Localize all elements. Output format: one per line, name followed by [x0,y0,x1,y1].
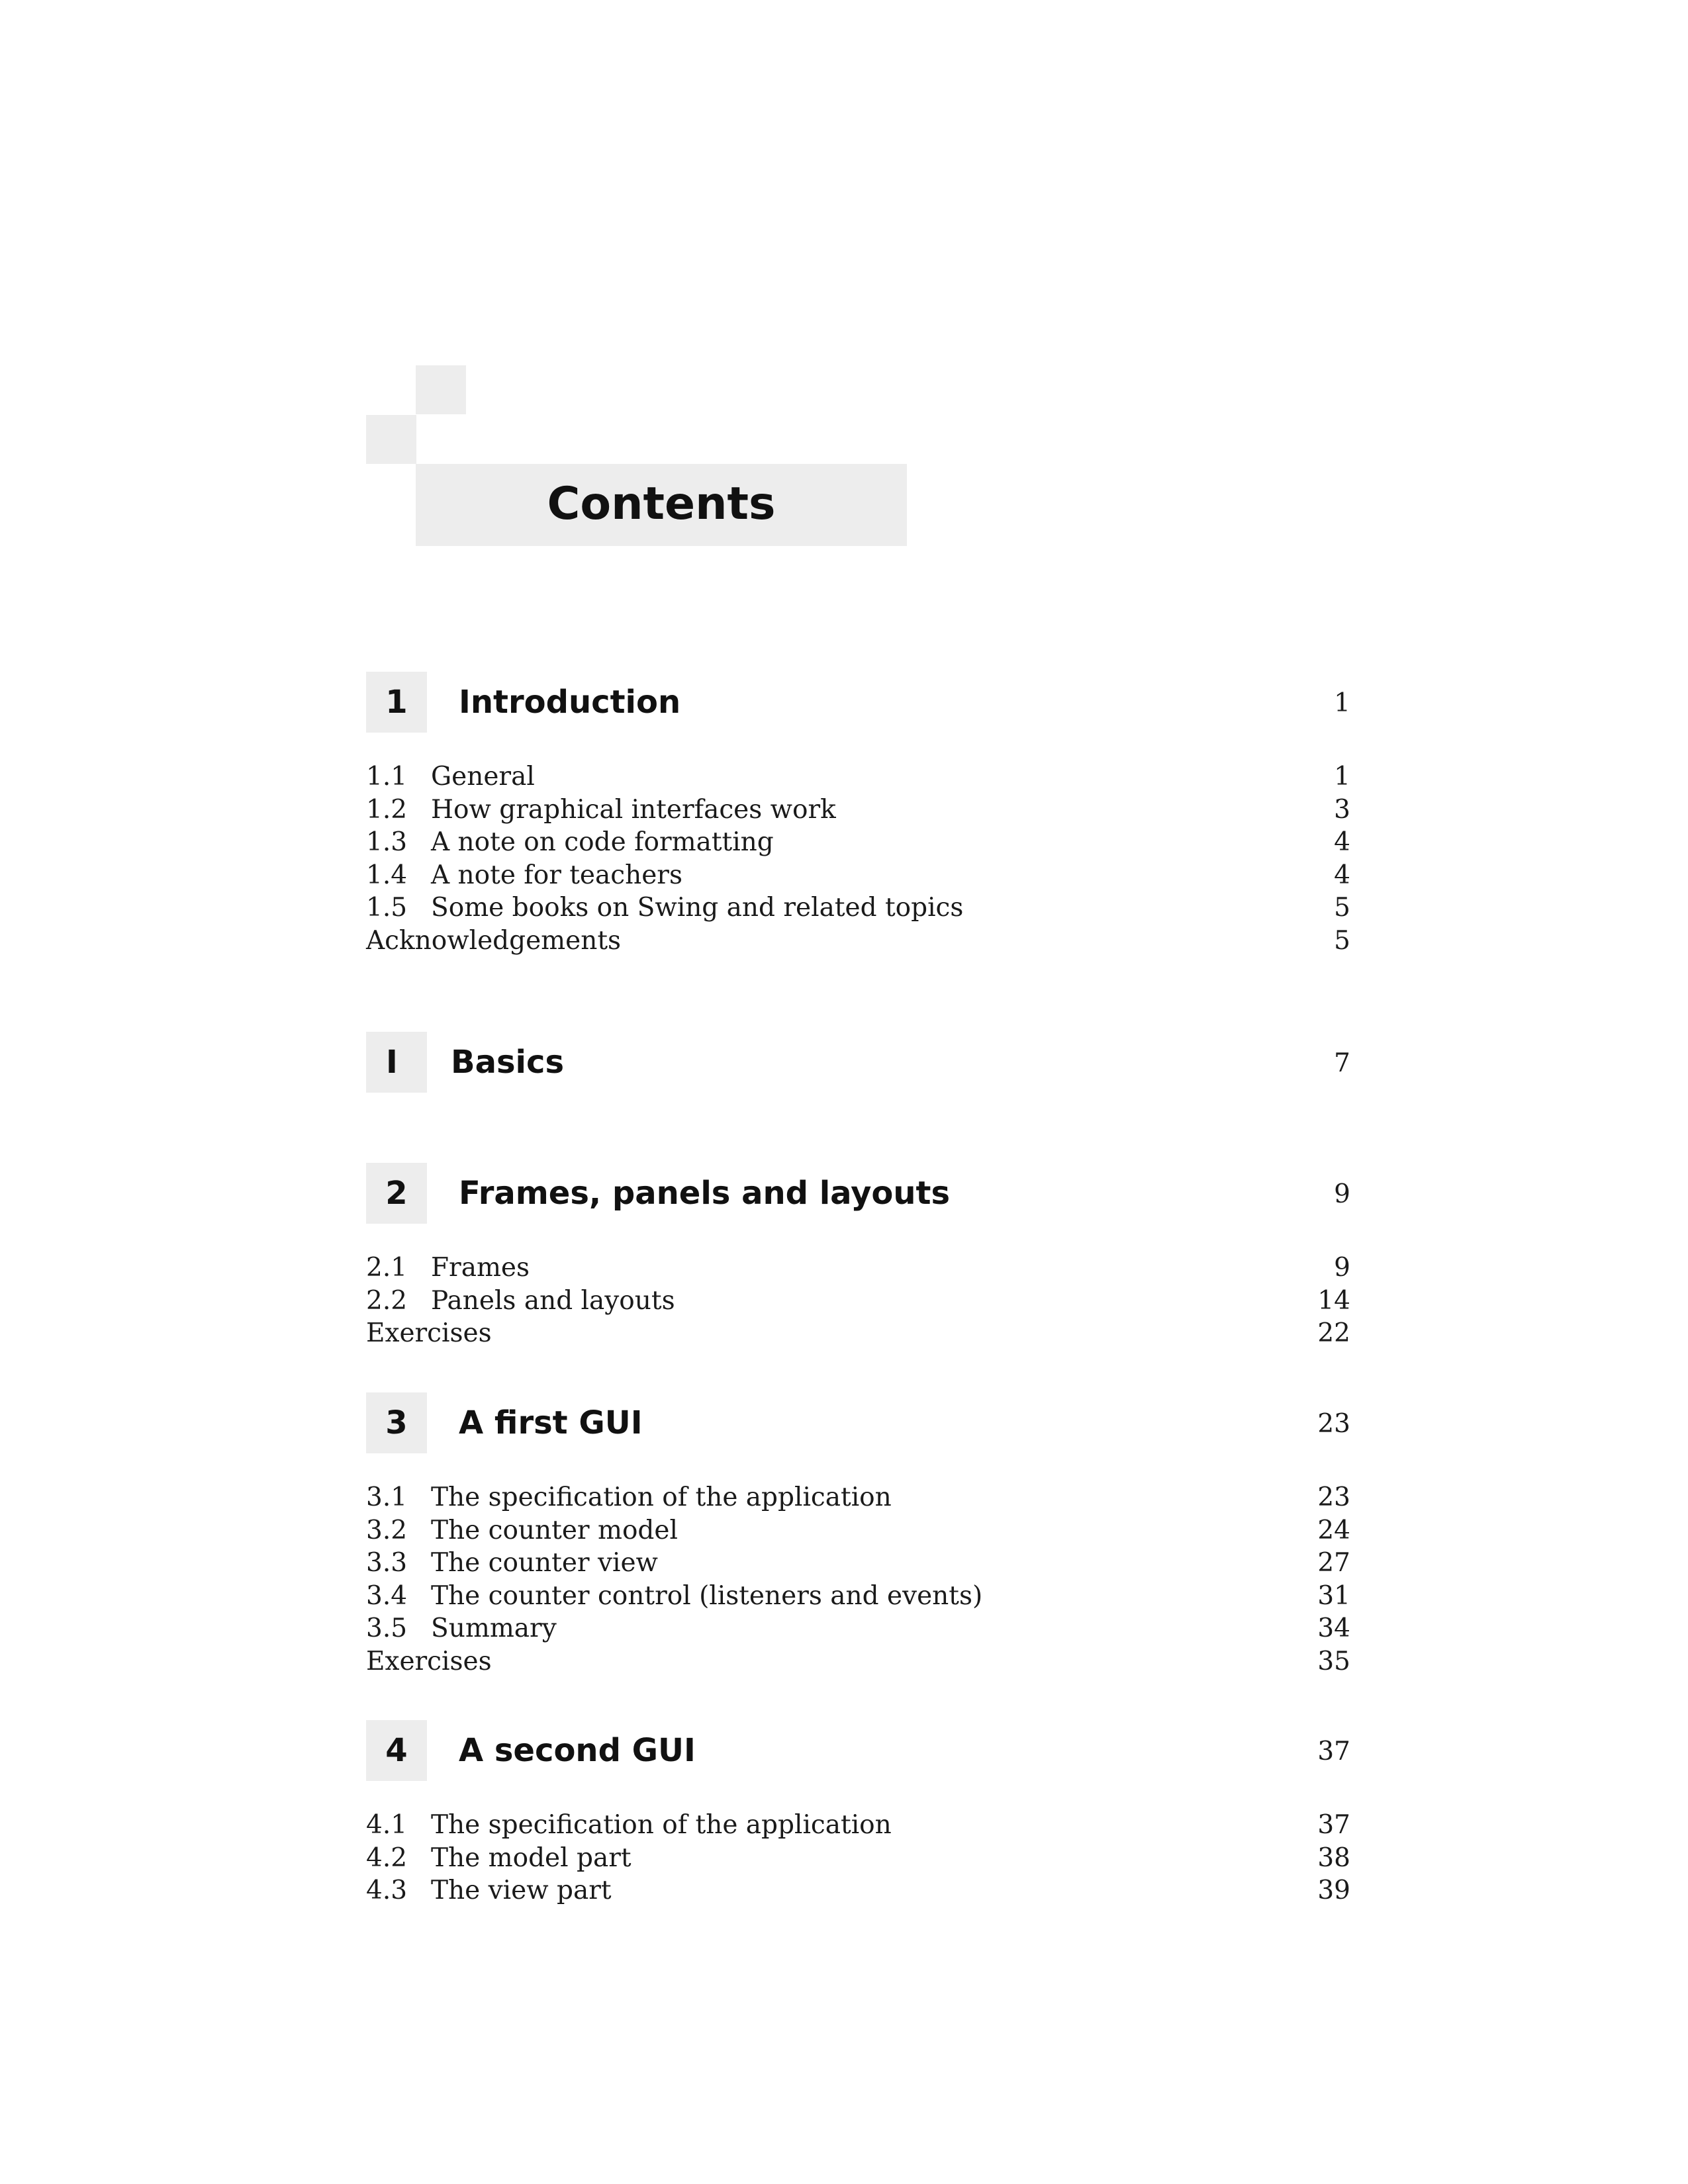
decorative-square-top [416,365,466,414]
chapter-title: Introduction [459,684,681,721]
section-number: 4.3 [366,1876,408,1905]
chapter-1 [366,672,1350,957]
toc-entry[interactable] [366,794,1350,827]
section-page: 31 [1317,1580,1350,1611]
toc-entry[interactable] [366,1514,1350,1547]
toc-entry[interactable] [366,1481,1350,1514]
chapter-title: Frames, panels and layouts [459,1175,951,1212]
section-title: A note on code formatting [431,827,774,857]
section-page: 1 [1334,762,1350,792]
section-page: 5 [1334,893,1350,923]
section-page: 39 [1317,1876,1350,1905]
section-number: 4.1 [366,1810,408,1840]
section-title: Exercises [366,1318,492,1348]
section-list [366,1481,1350,1678]
chapter-heading[interactable] [366,1720,1350,1781]
section-title: Summary [431,1614,557,1643]
toc-entry[interactable] [366,760,1350,794]
section-number: 3.1 [366,1482,408,1512]
toc-entry[interactable] [366,1580,1350,1613]
toc-entry[interactable] [366,1612,1350,1645]
toc-entry[interactable] [366,826,1350,859]
chapter-4 [366,1720,1350,1907]
section-page: 3 [1334,794,1350,825]
toc-entry-acknowledgements[interactable] [366,925,1350,958]
section-page: 24 [1317,1515,1350,1545]
toc-entry[interactable] [366,1874,1350,1907]
chapter-number: 3 [366,1392,427,1453]
chapter-title: A first GUI [459,1404,643,1441]
section-list [366,760,1350,957]
toc-entry[interactable] [366,891,1350,925]
section-title: How graphical interfaces work [431,794,836,825]
section-number: 1.4 [366,860,408,890]
part-page: 7 [1334,1048,1350,1078]
section-number: 2.1 [366,1253,408,1283]
section-title: The view part [431,1876,612,1905]
section-page: 23 [1317,1482,1350,1512]
chapter-page: 37 [1317,1737,1350,1766]
section-title: The counter control (listeners and events) [431,1580,983,1611]
section-page: 34 [1317,1614,1350,1643]
section-page: 4 [1334,860,1350,890]
section-page: 5 [1334,925,1350,956]
chapter-heading[interactable] [366,1392,1350,1453]
section-page: 38 [1317,1843,1350,1873]
section-title: General [431,762,535,792]
section-title: The specification of the application [431,1482,892,1512]
section-title: Panels and layouts [431,1285,675,1316]
chapter-number: 4 [366,1720,427,1781]
section-title: A note for teachers [431,860,682,890]
part-1 [366,1032,1350,1093]
section-title: The specification of the application [431,1810,892,1840]
chapter-number: 2 [366,1163,427,1224]
section-number: 3.4 [366,1580,408,1611]
toc-entry[interactable] [366,1842,1350,1875]
section-number: 2.2 [366,1285,408,1316]
part-number: I [366,1032,427,1093]
toc-entry-exercises[interactable] [366,1645,1350,1678]
chapter-2 [366,1163,1350,1350]
part-heading[interactable] [366,1032,1350,1093]
section-number: 1.5 [366,893,408,923]
section-page: 35 [1317,1646,1350,1676]
section-title: The model part [431,1843,632,1873]
chapter-3 [366,1392,1350,1678]
chapter-heading[interactable] [366,672,1350,733]
section-title: Exercises [366,1646,492,1676]
section-number: 3.2 [366,1515,408,1545]
chapter-number: 1 [366,672,427,733]
section-number: 1.3 [366,827,408,857]
chapter-heading[interactable] [366,1163,1350,1224]
toc-entry[interactable] [366,859,1350,892]
toc-entry[interactable] [366,1809,1350,1842]
section-title: Some books on Swing and related topics [431,893,964,923]
section-title: The counter model [431,1515,678,1545]
toc-entry[interactable] [366,1547,1350,1580]
section-number: 4.2 [366,1843,408,1873]
section-page: 14 [1317,1285,1350,1316]
toc-entry[interactable] [366,1251,1350,1285]
toc-entry-exercises[interactable] [366,1317,1350,1350]
section-list [366,1809,1350,1907]
section-page: 22 [1317,1318,1350,1348]
section-number: 1.2 [366,794,408,825]
section-title: Frames [431,1253,530,1283]
section-page: 9 [1334,1253,1350,1283]
section-title: The counter view [431,1548,658,1578]
decorative-square-left [366,415,416,464]
contents-title-box [416,464,907,546]
section-page: 37 [1317,1810,1350,1840]
page-title: Contents [547,477,776,530]
section-page: 27 [1317,1548,1350,1578]
part-title: Basics [451,1044,565,1081]
section-number: 3.5 [366,1614,408,1643]
chapter-page: 9 [1334,1179,1350,1209]
section-number: 1.1 [366,762,408,792]
section-number: 3.3 [366,1548,408,1578]
chapter-page: 1 [1334,688,1350,718]
section-title: Acknowledgements [366,925,622,956]
section-list [366,1251,1350,1350]
chapter-title: A second GUI [459,1732,696,1769]
toc-entry[interactable] [366,1285,1350,1318]
section-page: 4 [1334,827,1350,857]
chapter-page: 23 [1317,1409,1350,1439]
